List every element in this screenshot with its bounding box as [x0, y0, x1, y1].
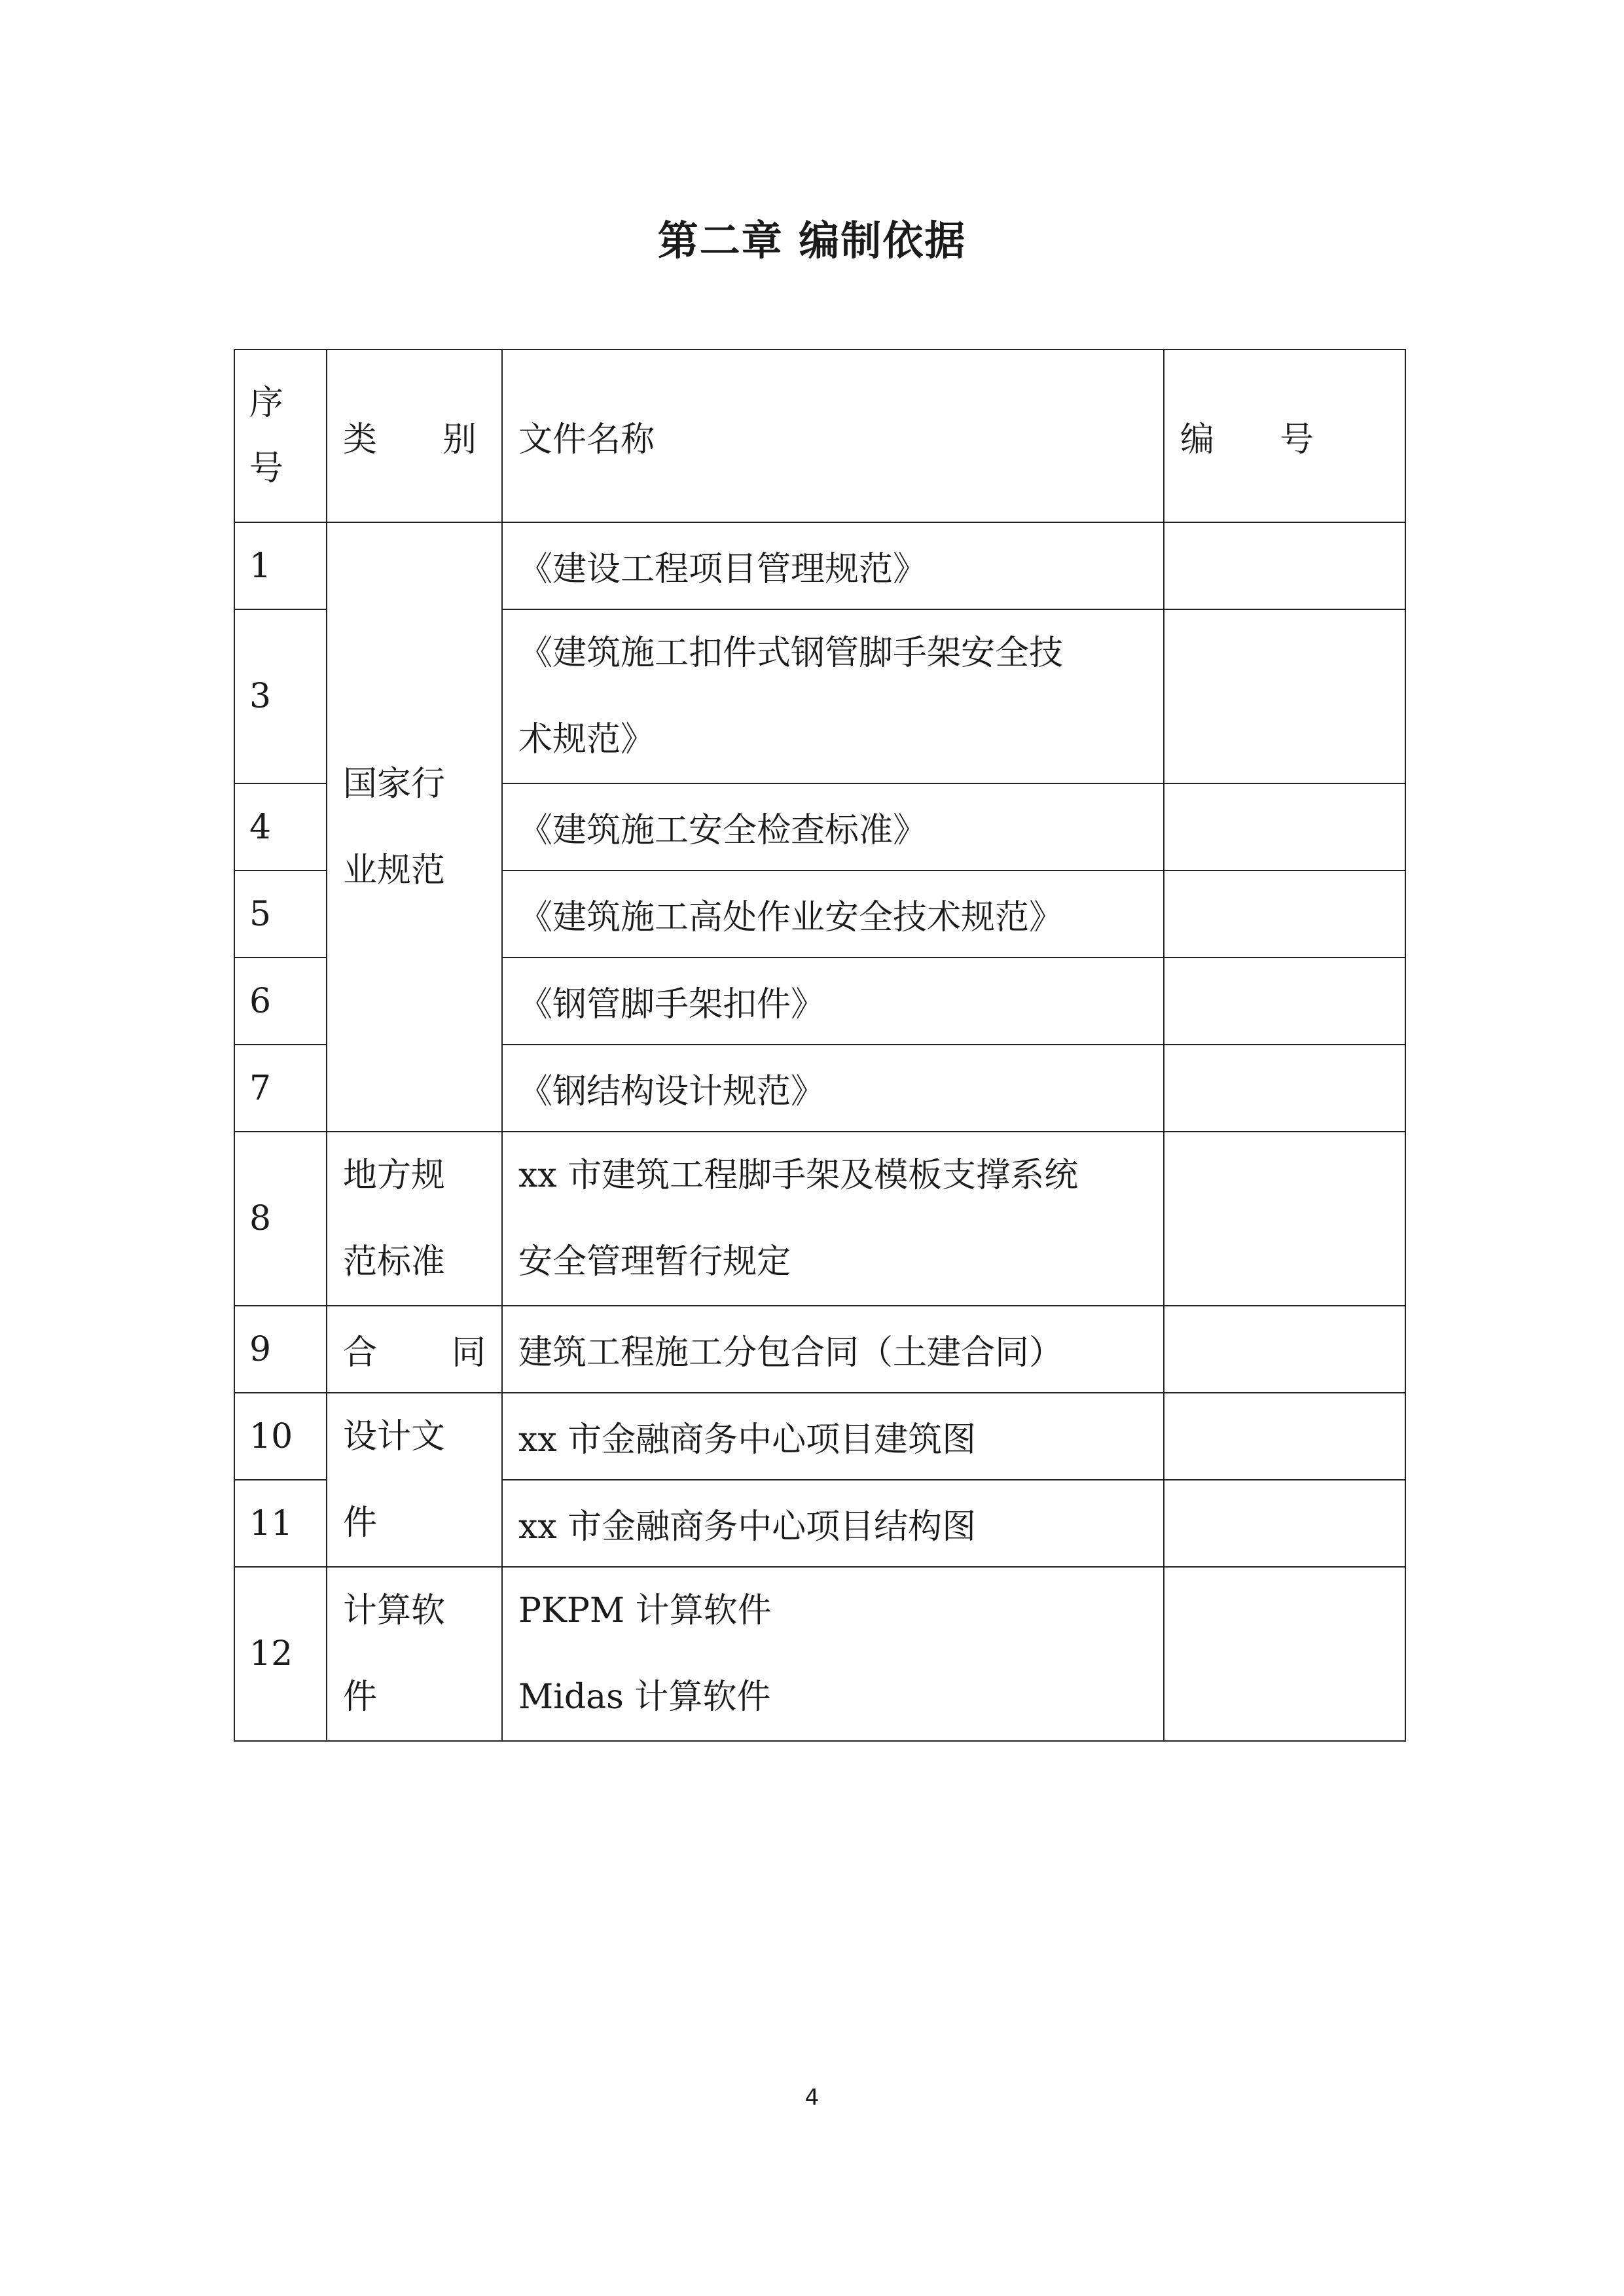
header-seq-line1: 序 — [249, 384, 284, 423]
seq-cell: 8 — [234, 1132, 327, 1306]
file-cell: xx 市金融商务中心项目建筑图 — [502, 1393, 1164, 1480]
file-cell: 《钢结构设计规范》 — [502, 1045, 1164, 1132]
category-software-line2: 件 — [343, 1677, 378, 1717]
file-line2: 安全管理暂行规定 — [518, 1242, 791, 1282]
file-cell: 《钢管脚手架扣件》 — [502, 958, 1164, 1045]
number-cell — [1164, 958, 1405, 1045]
header-file-name-cell: 文件名称 — [502, 350, 1164, 522]
number-cell — [1164, 609, 1405, 783]
category-local-line1: 地方规 — [343, 1156, 446, 1195]
file-cell: 《建筑施工安全检查标准》 — [502, 783, 1164, 870]
category-contract-char1: 合 — [343, 1333, 378, 1372]
header-seq-line2: 号 — [249, 449, 284, 488]
category-design-line2: 件 — [343, 1503, 378, 1543]
category-cell-national — [327, 522, 502, 1132]
seq-cell: 12 — [234, 1567, 327, 1741]
header-category-char2: 别 — [442, 420, 477, 459]
file-line1: PKPM 计算软件 — [518, 1591, 772, 1630]
file-cell — [502, 609, 1164, 783]
seq-cell: 6 — [234, 958, 327, 1045]
table-row — [234, 1393, 1405, 1480]
category-cell-design — [327, 1393, 502, 1567]
category-cell-local — [327, 1132, 502, 1306]
category-cell-contract — [327, 1306, 502, 1393]
header-number-cell — [1164, 350, 1405, 522]
category-contract-char2: 同 — [451, 1333, 486, 1372]
page-number: 4 — [804, 2085, 820, 2111]
seq-cell: 1 — [234, 522, 327, 609]
number-cell — [1164, 870, 1405, 958]
seq-cell: 3 — [234, 609, 327, 783]
header-category-cell — [327, 350, 502, 522]
seq-cell: 5 — [234, 870, 327, 958]
seq-cell: 7 — [234, 1045, 327, 1132]
seq-cell: 4 — [234, 783, 327, 870]
category-design-line1: 设计文 — [343, 1417, 446, 1456]
number-cell — [1164, 1306, 1405, 1393]
number-cell — [1164, 1132, 1405, 1306]
file-cell — [502, 1567, 1164, 1741]
header-number-char2: 号 — [1280, 420, 1314, 459]
category-local-line2: 范标准 — [343, 1242, 446, 1282]
file-line2: 术规范》 — [518, 720, 655, 759]
table-row — [234, 1132, 1405, 1306]
file-line2: Midas 计算软件 — [518, 1677, 771, 1717]
category-national-line2: 业规范 — [343, 850, 446, 890]
file-cell: 建筑工程施工分包合同（土建合同） — [502, 1306, 1164, 1393]
file-line1: xx 市建筑工程脚手架及模板支撑系统 — [518, 1156, 1079, 1195]
table-row — [234, 522, 1405, 609]
seq-cell: 10 — [234, 1393, 327, 1480]
header-number-char1: 编 — [1180, 420, 1215, 459]
page-title: 第二章 编制依据 — [657, 217, 967, 264]
table-header-row — [234, 350, 1405, 522]
basis-table — [234, 349, 1406, 1742]
file-cell: 《建设工程项目管理规范》 — [502, 522, 1164, 609]
file-cell: xx 市金融商务中心项目结构图 — [502, 1480, 1164, 1567]
header-category-char1: 类 — [343, 420, 378, 459]
number-cell — [1164, 1567, 1405, 1741]
seq-cell: 9 — [234, 1306, 327, 1393]
number-cell — [1164, 522, 1405, 609]
number-cell — [1164, 1045, 1405, 1132]
category-cell-software — [327, 1567, 502, 1741]
table-row — [234, 1306, 1405, 1393]
number-cell — [1164, 783, 1405, 870]
file-cell: 《建筑施工高处作业安全技术规范》 — [502, 870, 1164, 958]
file-line1: 《建筑施工扣件式钢管脚手架安全技 — [518, 634, 1064, 673]
table-row — [234, 1567, 1405, 1741]
number-cell — [1164, 1480, 1405, 1567]
seq-cell: 11 — [234, 1480, 327, 1567]
category-software-line1: 计算软 — [343, 1591, 446, 1630]
file-cell — [502, 1132, 1164, 1306]
number-cell — [1164, 1393, 1405, 1480]
category-national-line1: 国家行 — [343, 764, 446, 804]
header-seq-cell — [234, 350, 327, 522]
